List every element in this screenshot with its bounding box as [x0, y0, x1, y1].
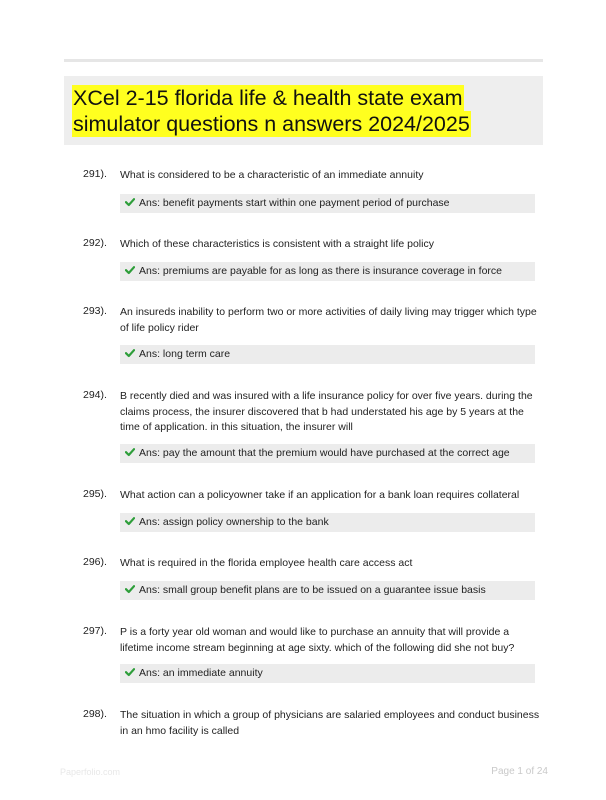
question-text: B recently died and was insured with a life insurance policy for over five years. during the claims process, the insurer discovered that b had understated his age by 5 years at the time of application. in this situation, the insurer will — [120, 390, 533, 433]
check-icon — [125, 197, 135, 207]
check-icon — [125, 516, 135, 526]
question-number: 296). — [83, 556, 107, 568]
question-text: An insureds inability to perform two or more activities of daily living may trigger which type of life policy rider — [120, 306, 537, 334]
answer-box — [120, 262, 535, 281]
check-icon — [125, 265, 135, 275]
question-text: Which of these characteristics is consistent with a straight life policy — [120, 238, 434, 250]
question-text: What is considered to be a characteristic of an immediate annuity — [120, 169, 424, 181]
footer-site-watermark: Paperfolio.com — [60, 767, 121, 777]
question-number: 293). — [83, 305, 107, 317]
check-icon — [125, 447, 135, 457]
answer-text: Ans: premiums are payable for as long as there is insurance coverage in force — [139, 265, 503, 277]
answer-text: Ans: benefit payments start within one payment period of purchase — [139, 197, 450, 209]
answer-text: Ans: assign policy ownership to the bank — [139, 516, 329, 528]
check-icon — [125, 348, 135, 358]
question-number: 295). — [83, 488, 107, 500]
question-number: 292). — [83, 237, 107, 249]
question-number: 294). — [83, 389, 107, 401]
answer-text: Ans: an immediate annuity — [139, 667, 263, 679]
question-text: P is a forty year old woman and would like to purchase an annuity that will provide a lifetime income stream beginning at age sixty. which of the following did she not buy? — [120, 626, 515, 654]
footer-page-number: Page 1 of 24 — [491, 766, 548, 777]
answer-text: Ans: small group benefit plans are to be issued on a guarantee issue basis — [139, 584, 486, 596]
top-divider — [64, 59, 543, 62]
answer-text: Ans: long term care — [139, 348, 231, 360]
question-text: What action can a policyowner take if an application for a bank loan requires collateral — [120, 489, 520, 501]
answer-box — [120, 664, 535, 683]
answer-box — [120, 581, 535, 600]
answer-box — [120, 345, 535, 364]
check-icon — [125, 667, 135, 677]
answer-text: Ans: pay the amount that the premium would have purchased at the correct age — [139, 447, 510, 459]
check-icon — [125, 584, 135, 594]
question-text: What is required in the florida employee health care access act — [120, 557, 413, 569]
question-number: 297). — [83, 625, 107, 637]
question-number: 291). — [83, 168, 107, 180]
question-number: 298). — [83, 708, 107, 720]
title-box — [64, 76, 543, 145]
page-title-line-1: XCel 2-15 florida life & health state exam — [73, 86, 463, 110]
page-title-line-2: simulator questions n answers 2024/2025 — [73, 112, 470, 136]
answer-box — [120, 513, 535, 532]
answer-box — [120, 444, 535, 463]
answer-box — [120, 194, 535, 213]
question-text: The situation in which a group of physicians are salaried employees and conduct business in an hmo facility is called — [120, 709, 540, 737]
